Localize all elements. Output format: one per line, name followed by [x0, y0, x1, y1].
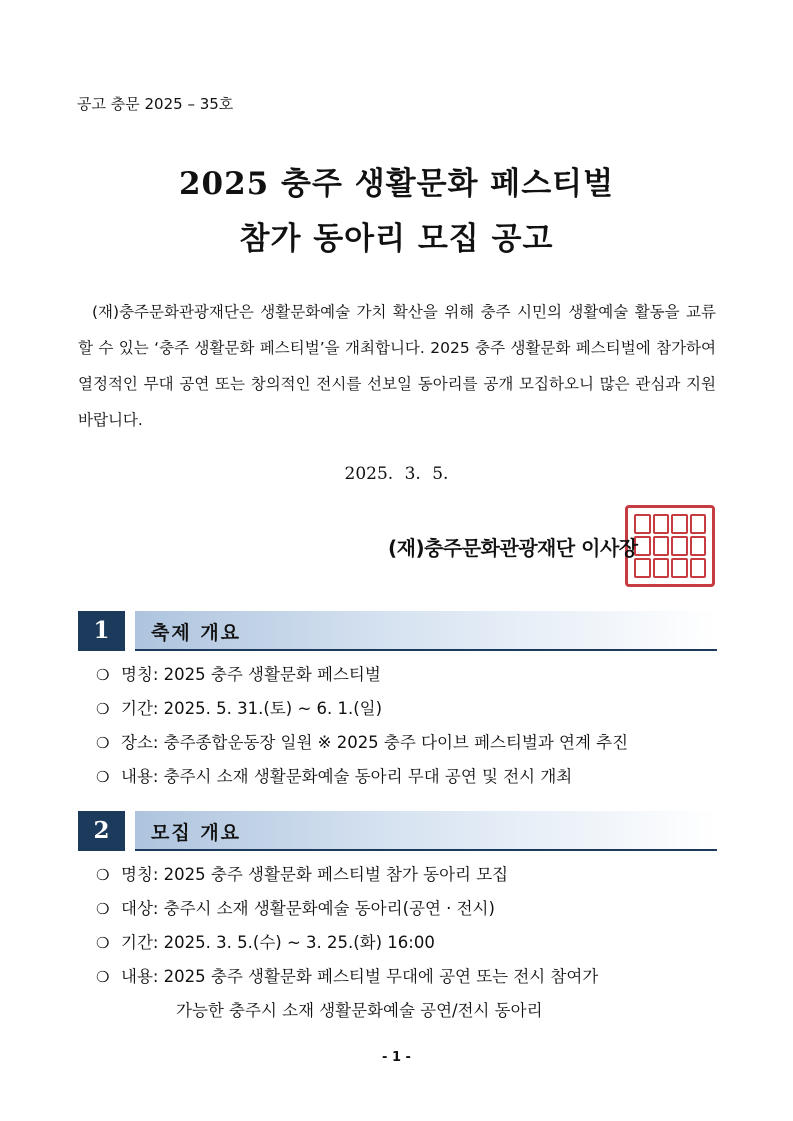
list-item: ❍ 내용: 2025 충주 생활문화 페스티벌 무대에 공연 또는 전시 참여가 가능한 충주시 소재 생활문화예술 공연/전시 동아리: [96, 960, 718, 1028]
circle-bullet-icon: ❍: [96, 734, 110, 752]
notice-date: 2025. 3. 5.: [344, 464, 449, 484]
section-number-badge: 1: [78, 611, 125, 651]
document-title-line2: 참가 동아리 모집 공고: [239, 221, 554, 257]
list-item: ❍ 기간: 2025. 3. 5.(수) ~ 3. 25.(화) 16:00: [96, 926, 718, 960]
list-item: ❍ 장소: 충주종합운동장 일원 ※ 2025 충주 다이브 페스티벌과 연계 추진: [96, 726, 718, 760]
list-item: ❍ 내용: 충주시 소재 생활문화예술 동아리 무대 공연 및 전시 개최: [96, 760, 718, 794]
circle-bullet-icon: ❍: [96, 866, 110, 884]
circle-bullet-icon: ❍: [96, 934, 110, 952]
notice-number: 공고 충문 2025 – 35호: [77, 95, 234, 113]
section-header-1: [78, 611, 717, 651]
issuer-signature: (재)충주문화관광재단 이사장: [388, 536, 638, 560]
document-title-line1: 2025 충주 생활문화 페스티벌: [178, 166, 615, 202]
list-item: ❍ 대상: 충주시 소재 생활문화예술 동아리(공연 · 전시): [96, 892, 718, 926]
section-2-list: [96, 858, 718, 1028]
official-seal-icon: [625, 505, 715, 587]
circle-bullet-icon: ❍: [96, 900, 110, 918]
circle-bullet-icon: ❍: [96, 700, 110, 718]
section-number-badge: 2: [78, 811, 125, 851]
circle-bullet-icon: ❍: [96, 666, 110, 684]
circle-bullet-icon: ❍: [96, 768, 110, 786]
section-1-list: [96, 658, 718, 794]
section-title: 축제 개요: [151, 622, 242, 644]
list-item: ❍ 명칭: 2025 충주 생활문화 페스티벌: [96, 658, 718, 692]
list-item-continuation: 가능한 충주시 소재 생활문화예술 공연/전시 동아리: [176, 1001, 543, 1020]
list-item: ❍ 기간: 2025. 5. 31.(토) ~ 6. 1.(일): [96, 692, 718, 726]
section-header-2: [78, 811, 717, 851]
section-title-band: [135, 811, 717, 851]
section-title: 모집 개요: [151, 822, 242, 844]
intro-paragraph: (재)충주문화관광재단은 생활문화예술 가치 확산을 위해 충주 시민의 생활예술 활동을 교류할 수 있는 ‘충주 생활문화 페스티벌’을 개최합니다. 2025 충주 생활문화 페스티벌에 참가하여 열정적인 무대 공연 또는 창의적인 전시를 선보일 동아리를 공개 모집하오니 많은 관심과 지원 바랍니다.: [78, 303, 716, 429]
list-item: ❍ 명칭: 2025 충주 생활문화 페스티벌 참가 동아리 모집: [96, 858, 718, 892]
page-number: - 1 -: [382, 1050, 411, 1065]
circle-bullet-icon: ❍: [96, 968, 110, 986]
section-title-band: [135, 611, 717, 651]
